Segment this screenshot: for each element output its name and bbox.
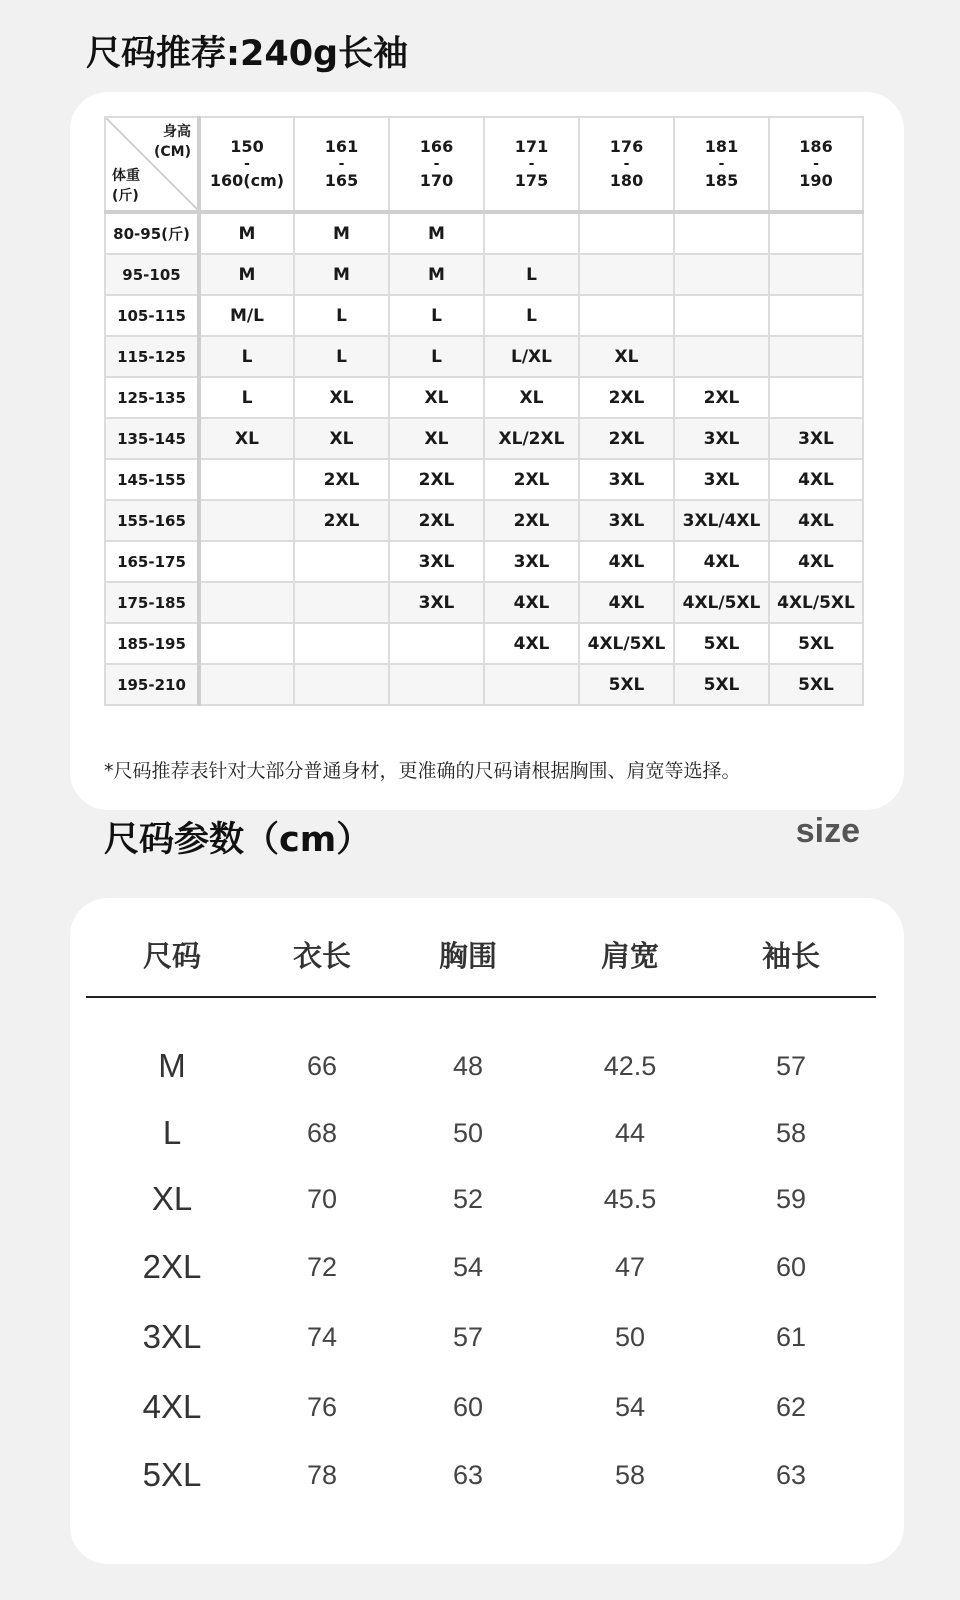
weight-range-cell: 80-95(斤) bbox=[105, 212, 199, 254]
size-cell: 4XL/5XL bbox=[579, 623, 674, 664]
weight-row bbox=[105, 377, 863, 418]
height-column-header bbox=[199, 117, 294, 212]
params-value-cell: 45.5 bbox=[603, 1183, 657, 1214]
weight-row bbox=[105, 541, 863, 582]
size-cell bbox=[769, 212, 863, 254]
size-cell: M bbox=[199, 212, 294, 254]
params-size-cell: M bbox=[158, 1047, 186, 1084]
size-cell: 3XL bbox=[579, 459, 674, 500]
height-column-header bbox=[579, 117, 674, 212]
size-cell: 4XL bbox=[579, 541, 674, 582]
params-value-cell: 66 bbox=[306, 1050, 338, 1081]
params-size-cell: L bbox=[162, 1114, 182, 1151]
height-range-dash: - bbox=[718, 156, 725, 172]
height-range-dash: - bbox=[433, 156, 440, 172]
corner-height-text: 身高 bbox=[163, 124, 191, 140]
height-column-header bbox=[484, 117, 579, 212]
params-value-cell: 50 bbox=[614, 1321, 646, 1352]
size-cell: 2XL bbox=[389, 459, 484, 500]
params-value-cell: 59 bbox=[775, 1183, 807, 1214]
size-cell: 3XL bbox=[389, 582, 484, 623]
size-cell: XL bbox=[294, 377, 389, 418]
params-value-cell: 58 bbox=[775, 1117, 807, 1148]
size-cell bbox=[674, 336, 769, 377]
corner-cell bbox=[105, 117, 199, 212]
size-cell: 3XL bbox=[579, 500, 674, 541]
params-size-cell: XL bbox=[151, 1180, 193, 1217]
size-cell: L/XL bbox=[484, 336, 579, 377]
size-cell bbox=[579, 212, 674, 254]
params-value-cell: 63 bbox=[452, 1459, 484, 1490]
params-value-cell: 74 bbox=[306, 1321, 338, 1352]
height-column-header bbox=[389, 117, 484, 212]
size-cell: 4XL bbox=[769, 459, 863, 500]
size-cell: 5XL bbox=[769, 664, 863, 705]
size-cell: 3XL bbox=[674, 459, 769, 500]
size-cell: M bbox=[389, 212, 484, 254]
size-cell: L bbox=[389, 295, 484, 336]
size-cell: 3XL bbox=[674, 418, 769, 459]
weight-row bbox=[105, 459, 863, 500]
weight-row bbox=[105, 336, 863, 377]
size-cell bbox=[294, 541, 389, 582]
size-cell bbox=[294, 582, 389, 623]
size-cell: M bbox=[389, 254, 484, 295]
size-cell bbox=[674, 212, 769, 254]
size-cell: 3XL bbox=[769, 418, 863, 459]
weight-range-cell: 165-175 bbox=[105, 541, 199, 582]
params-value-cell: 50 bbox=[452, 1117, 484, 1148]
size-cell bbox=[484, 664, 579, 705]
height-column-header bbox=[674, 117, 769, 212]
params-header-row bbox=[86, 912, 876, 998]
params-value-cell: 57 bbox=[452, 1321, 484, 1352]
corner-weight-text: 体重 bbox=[112, 168, 140, 184]
size-cell: XL/2XL bbox=[484, 418, 579, 459]
size-cell: L bbox=[389, 336, 484, 377]
height-range-end: 185 bbox=[704, 171, 739, 190]
params-column-header: 袖长 bbox=[761, 938, 820, 973]
weight-row bbox=[105, 582, 863, 623]
size-cell: L bbox=[484, 295, 579, 336]
height-range-end: 175 bbox=[514, 171, 549, 190]
size-cell: 2XL bbox=[389, 500, 484, 541]
height-range-start: 150 bbox=[230, 137, 264, 156]
height-column-header bbox=[769, 117, 863, 212]
size-cell: 3XL/4XL bbox=[674, 500, 769, 541]
params-value-cell: 44 bbox=[614, 1117, 646, 1148]
size-cell: L bbox=[484, 254, 579, 295]
size-cell: XL bbox=[389, 377, 484, 418]
weight-row bbox=[105, 623, 863, 664]
params-value-cell: 58 bbox=[614, 1459, 646, 1490]
size-cell: 2XL bbox=[294, 500, 389, 541]
params-value-cell: 54 bbox=[452, 1251, 484, 1282]
params-value-cell: 62 bbox=[775, 1391, 807, 1422]
size-cell bbox=[769, 336, 863, 377]
size-cell: 5XL bbox=[769, 623, 863, 664]
params-value-cell: 78 bbox=[306, 1459, 338, 1490]
size-cell: 3XL bbox=[484, 541, 579, 582]
params-row bbox=[86, 1100, 876, 1166]
weight-row bbox=[105, 664, 863, 705]
size-cell: XL bbox=[579, 336, 674, 377]
corner-weight-unit: (斤) bbox=[112, 188, 139, 204]
size-cell: 2XL bbox=[484, 500, 579, 541]
height-range-start: 181 bbox=[704, 137, 739, 156]
size-cell: 4XL/5XL bbox=[674, 582, 769, 623]
params-row bbox=[86, 1302, 876, 1372]
params-value-cell: 54 bbox=[614, 1391, 646, 1422]
params-row bbox=[86, 1372, 876, 1442]
height-column-header bbox=[294, 117, 389, 212]
size-cell: XL bbox=[484, 377, 579, 418]
weight-range-cell: 105-115 bbox=[105, 295, 199, 336]
size-cell bbox=[199, 582, 294, 623]
size-cell bbox=[674, 254, 769, 295]
corner-height-label bbox=[154, 122, 191, 162]
size-cell: 2XL bbox=[294, 459, 389, 500]
height-range-dash: - bbox=[813, 156, 819, 172]
size-cell: XL bbox=[389, 418, 484, 459]
size-cell bbox=[769, 295, 863, 336]
weight-row bbox=[105, 418, 863, 459]
size-cell bbox=[199, 541, 294, 582]
params-value-cell: 68 bbox=[306, 1117, 338, 1148]
params-column-header: 尺码 bbox=[142, 938, 201, 973]
size-cell: L bbox=[294, 295, 389, 336]
params-value-cell: 76 bbox=[306, 1391, 338, 1422]
params-value-cell: 60 bbox=[452, 1391, 484, 1422]
params-row bbox=[86, 1232, 876, 1302]
params-value-cell: 63 bbox=[775, 1459, 807, 1490]
height-range-end: 190 bbox=[799, 171, 833, 190]
recommendation-footnote: *尺码推荐表针对大部分普通身材，更准确的尺码请根据胸围、肩宽等选择。 bbox=[104, 760, 741, 782]
size-cell bbox=[484, 212, 579, 254]
size-cell: L bbox=[199, 377, 294, 418]
size-cell bbox=[294, 623, 389, 664]
height-range-end: 170 bbox=[419, 171, 454, 190]
params-size-cell: 3XL bbox=[142, 1318, 202, 1355]
height-range-start: 161 bbox=[324, 137, 359, 156]
size-cell bbox=[769, 377, 863, 418]
size-cell: 4XL bbox=[579, 582, 674, 623]
weight-row bbox=[105, 295, 863, 336]
params-size-cell: 2XL bbox=[142, 1248, 202, 1285]
height-range-start: 171 bbox=[514, 137, 549, 156]
size-cell bbox=[389, 664, 484, 705]
size-cell: 5XL bbox=[674, 623, 769, 664]
size-cell bbox=[579, 254, 674, 295]
height-range-start: 166 bbox=[419, 137, 454, 156]
weight-range-cell: 195-210 bbox=[105, 664, 199, 705]
size-cell: 4XL/5XL bbox=[769, 582, 863, 623]
size-cell bbox=[579, 295, 674, 336]
params-value-cell: 47 bbox=[614, 1251, 646, 1282]
size-cell: 4XL bbox=[484, 623, 579, 664]
size-cell: M/L bbox=[199, 295, 294, 336]
params-value-cell: 70 bbox=[306, 1183, 338, 1214]
size-cell: XL bbox=[294, 418, 389, 459]
weight-range-cell: 95-105 bbox=[105, 254, 199, 295]
params-value-cell: 52 bbox=[452, 1183, 484, 1214]
height-range-dash: - bbox=[338, 156, 345, 172]
params-size-cell: 4XL bbox=[142, 1388, 202, 1425]
weight-row bbox=[105, 254, 863, 295]
size-cell: 4XL bbox=[674, 541, 769, 582]
size-cell: L bbox=[199, 336, 294, 377]
height-range-end: 165 bbox=[324, 171, 359, 190]
size-cell bbox=[674, 295, 769, 336]
weight-row bbox=[105, 212, 863, 254]
params-value-cell: 57 bbox=[775, 1050, 807, 1081]
size-cell: M bbox=[294, 254, 389, 295]
height-range-dash: - bbox=[528, 156, 535, 172]
height-range-start: 176 bbox=[609, 137, 644, 156]
params-row bbox=[86, 1032, 876, 1100]
size-cell: 4XL bbox=[484, 582, 579, 623]
size-cell: M bbox=[294, 212, 389, 254]
weight-row bbox=[105, 500, 863, 541]
size-cell bbox=[769, 254, 863, 295]
params-row bbox=[86, 1166, 876, 1232]
page-title: 尺码推荐:240g长袖 bbox=[86, 34, 409, 74]
params-value-cell: 48 bbox=[452, 1050, 484, 1081]
size-cell: 2XL bbox=[579, 418, 674, 459]
weight-range-cell: 125-135 bbox=[105, 377, 199, 418]
params-column-header: 衣长 bbox=[292, 938, 351, 973]
weight-range-cell: 155-165 bbox=[105, 500, 199, 541]
params-size-cell: 5XL bbox=[142, 1456, 202, 1493]
weight-range-cell: 115-125 bbox=[105, 336, 199, 377]
height-range-end: 160(cm) bbox=[209, 171, 285, 190]
params-row bbox=[86, 1442, 876, 1508]
size-recommendation-table bbox=[104, 116, 864, 706]
params-body bbox=[86, 1032, 876, 1508]
params-column-header: 胸围 bbox=[438, 938, 497, 973]
size-cell: 3XL bbox=[389, 541, 484, 582]
size-parameters-table bbox=[86, 912, 876, 1508]
params-value-cell: 61 bbox=[775, 1321, 807, 1352]
size-cell: XL bbox=[199, 418, 294, 459]
height-header-row bbox=[105, 117, 863, 212]
size-cell bbox=[294, 664, 389, 705]
params-value-cell: 42.5 bbox=[603, 1050, 657, 1081]
size-cell bbox=[199, 623, 294, 664]
size-cell: 2XL bbox=[674, 377, 769, 418]
corner-weight-label bbox=[112, 166, 140, 206]
size-cell: 4XL bbox=[769, 500, 863, 541]
size-cell bbox=[199, 664, 294, 705]
height-range-dash: - bbox=[244, 156, 250, 172]
size-cell: 4XL bbox=[769, 541, 863, 582]
corner-height-unit: (CM) bbox=[153, 144, 191, 160]
weight-range-cell: 185-195 bbox=[105, 623, 199, 664]
size-cell: 5XL bbox=[579, 664, 674, 705]
size-cell: 5XL bbox=[674, 664, 769, 705]
params-column-header: 肩宽 bbox=[600, 938, 659, 973]
size-cell: M bbox=[199, 254, 294, 295]
params-value-cell: 60 bbox=[775, 1251, 807, 1282]
size-cell bbox=[389, 623, 484, 664]
height-range-end: 180 bbox=[609, 171, 644, 190]
params-size-label: size bbox=[795, 812, 860, 850]
size-cell: 2XL bbox=[579, 377, 674, 418]
params-value-cell: 72 bbox=[306, 1251, 338, 1282]
size-cell: L bbox=[294, 336, 389, 377]
size-cell bbox=[199, 459, 294, 500]
size-cell: 2XL bbox=[484, 459, 579, 500]
height-range-start: 186 bbox=[799, 137, 833, 156]
weight-range-cell: 145-155 bbox=[105, 459, 199, 500]
weight-range-cell: 135-145 bbox=[105, 418, 199, 459]
height-range-dash: - bbox=[623, 156, 630, 172]
size-cell bbox=[199, 500, 294, 541]
params-title: 尺码参数（cm） bbox=[104, 820, 372, 860]
weight-range-cell: 175-185 bbox=[105, 582, 199, 623]
